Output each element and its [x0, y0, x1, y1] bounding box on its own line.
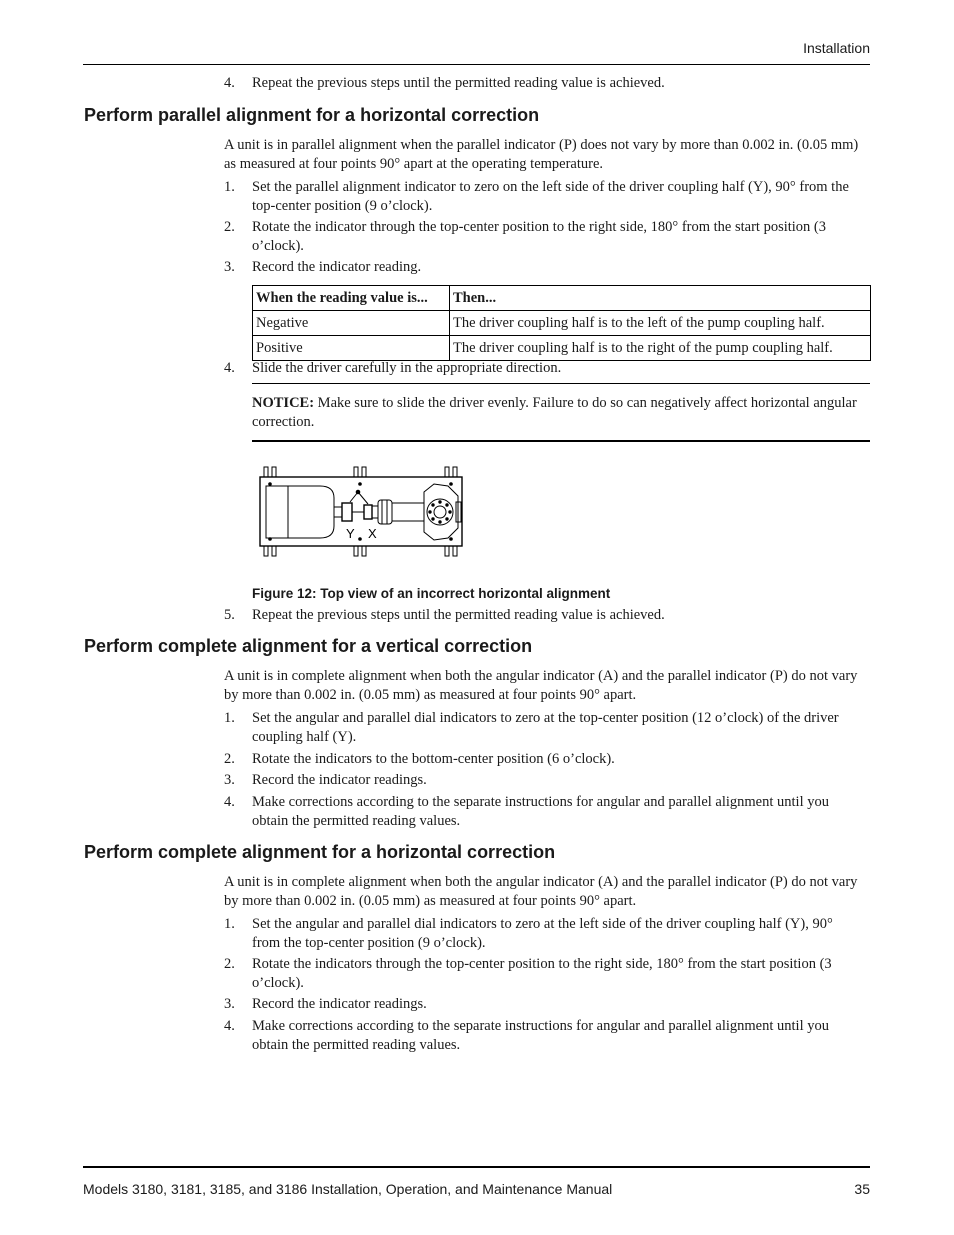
table-header-row	[253, 286, 871, 311]
step-number: 2.	[224, 956, 235, 972]
table-cell: Positive	[253, 336, 450, 361]
step-text: Record the indicator readings.	[252, 996, 427, 1012]
intro-paragraph: A unit is in complete alignment when both the angular indicator (A) and the parallel indicator (P) do not vary by more than 0.002 in. (0.05 mm) as measured at four points 90° apart.	[224, 874, 858, 909]
step-text: Set the parallel alignment indicator to zero on the left side of the driver coupling half (Y), 90° from the top-center position (9 o’clock).	[252, 179, 849, 214]
notice-rule-top	[252, 383, 870, 384]
notice-text: Make sure to slide the driver evenly. Failure to do so can negatively affect horizontal angular correction.	[252, 395, 857, 430]
table-row	[253, 336, 871, 361]
section-heading-parallel-horizontal: Perform parallel alignment for a horizontal correction	[84, 105, 540, 125]
intro-paragraph: A unit is in parallel alignment when the parallel indicator (P) does not vary by more than 0.002 in. (0.05 mm) as measured at four points 90° apart at the operating temperature.	[224, 137, 859, 172]
step-text: Record the indicator readings.	[252, 772, 427, 788]
step-text: Rotate the indicators through the top-center position to the right side, 180° from the start position (3 o’clock).	[252, 956, 832, 991]
alignment-figure	[252, 462, 468, 562]
step-number: 3.	[224, 996, 235, 1012]
section-heading-complete-horizontal: Perform complete alignment for a horizontal correction	[84, 842, 556, 862]
step-number: 5.	[224, 607, 235, 623]
step-text: Set the angular and parallel dial indicators to zero at the top-center position (12 o’clock) of the driver coupling half (Y).	[252, 710, 839, 745]
figure-caption: Figure 12: Top view of an incorrect horizontal alignment	[252, 586, 611, 601]
figure-label-y: Y	[346, 526, 355, 541]
step-text: Rotate the indicator through the top-center position to the right side, 180° from the start position (3 o’clock).	[252, 219, 827, 254]
step-text: Set the angular and parallel dial indicators to zero at the left side of the driver coupling half (Y), 90° from the top-center position (9 o’clock).	[252, 916, 833, 951]
reading-value-table	[252, 285, 871, 361]
notice-label: NOTICE:	[252, 395, 315, 411]
notice-rule-bottom	[252, 440, 870, 442]
column-header: When the reading value is...	[253, 286, 450, 311]
page-number: 35	[854, 1181, 870, 1197]
table-row	[253, 311, 871, 336]
step-number: 4.	[224, 794, 235, 810]
table-cell: The driver coupling half is to the right of the pump coupling half.	[450, 336, 871, 361]
step-number: 2.	[224, 219, 235, 235]
step-text: Rotate the indicators to the bottom-center position (6 o’clock).	[252, 751, 615, 767]
step-text: Repeat the previous steps until the permitted reading value is achieved.	[252, 607, 665, 623]
footer-manual-title: Models 3180, 3181, 3185, and 3186 Installation, Operation, and Maintenance Manual	[83, 1181, 613, 1197]
header-rule	[83, 64, 870, 65]
step-number: 4.	[224, 1018, 235, 1034]
step-text: Slide the driver carefully in the appropriate direction.	[252, 360, 562, 376]
intro-paragraph: A unit is in complete alignment when both the angular indicator (A) and the parallel indicator (P) do not vary by more than 0.002 in. (0.05 mm) as measured at four points 90° apart.	[224, 668, 858, 703]
step-text: Record the indicator reading.	[252, 259, 422, 275]
step-number: 3.	[224, 772, 235, 788]
step-number: 3.	[224, 259, 235, 275]
table-cell: Negative	[253, 311, 450, 336]
step-number: 1.	[224, 916, 235, 932]
notice-box	[252, 394, 862, 432]
section-heading-complete-vertical: Perform complete alignment for a vertical correction	[84, 636, 533, 656]
step-number: 1.	[224, 179, 235, 195]
footer-rule	[83, 1166, 870, 1168]
column-header: Then...	[450, 286, 871, 311]
step-text: Make corrections according to the separate instructions for angular and parallel alignment until you obtain the permitted reading values.	[252, 1018, 829, 1053]
step-number: 1.	[224, 710, 235, 726]
step-text: Make corrections according to the separate instructions for angular and parallel alignment until you obtain the permitted reading values.	[252, 794, 829, 829]
step-number: 2.	[224, 751, 235, 767]
step-number: 4.	[224, 75, 235, 91]
step-number: 4.	[224, 360, 235, 376]
step-text: Repeat the previous steps until the permitted reading value is achieved.	[252, 75, 665, 91]
table-cell: The driver coupling half is to the left of the pump coupling half.	[450, 311, 871, 336]
figure-label-x: X	[368, 526, 377, 541]
running-header: Installation	[803, 40, 870, 56]
